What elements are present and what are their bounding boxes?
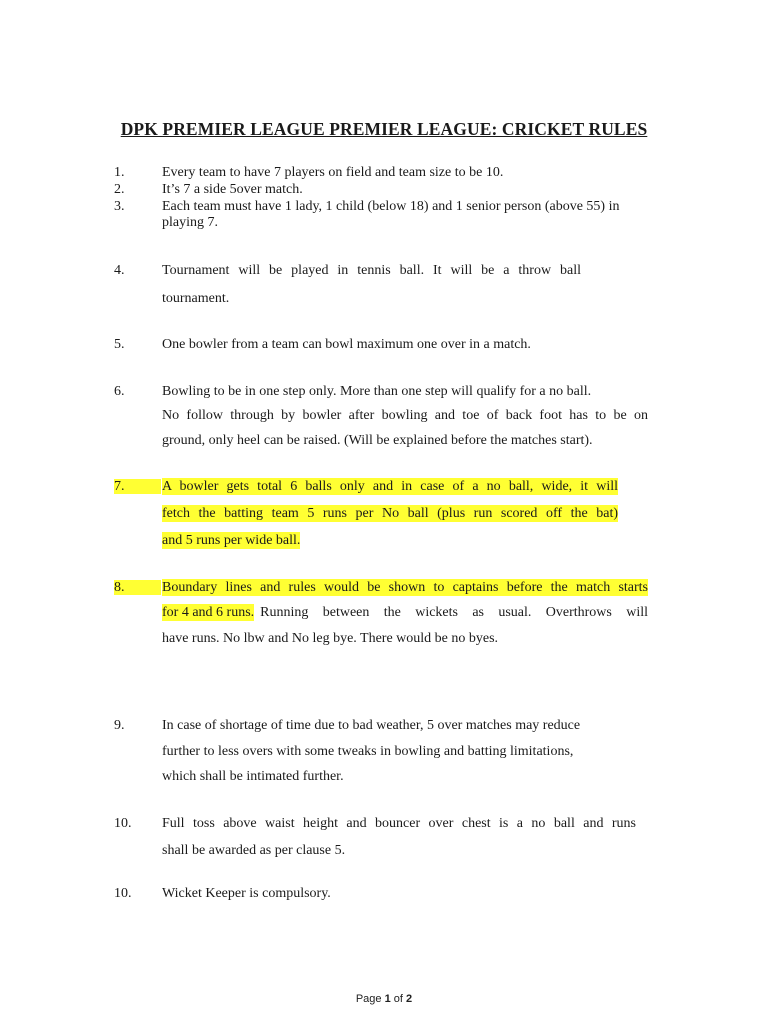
current-page-number: 1: [384, 993, 391, 1005]
rule-4-number: 4.: [114, 263, 125, 278]
page-label: Page: [355, 993, 382, 1005]
rule-1-number: 1.: [114, 165, 125, 180]
document-title: DPK PREMIER LEAGUE PREMIER LEAGUE: CRICKET RULES: [120, 119, 648, 139]
rule-9-text-line-1: In case of shortage of time due to bad weather, 5 over matches may reduce: [162, 718, 581, 733]
rule-11-number: 10.: [114, 886, 132, 901]
rule-3-text-line-2: playing 7.: [162, 215, 218, 230]
rule-3-number: 3.: [114, 199, 125, 214]
rule-8-text-line-1: Boundary lines and rules would be shown to captains before the match starts: [162, 580, 648, 595]
rule-7-number-highlight: 7.: [114, 479, 161, 494]
rule-10-number: 10.: [114, 816, 132, 831]
rule-5-number: 5.: [114, 337, 125, 352]
rule-7-number: [114, 478, 161, 495]
rule-8-number: [114, 579, 161, 596]
rule-10-text-line-1: Full toss above waist height and bouncer over chest is a no ball and runs: [162, 816, 636, 831]
rule-8-text-line-3: have runs. No lbw and No leg bye. There would be no byes.: [162, 631, 499, 646]
rule-9-number: 9.: [114, 718, 125, 733]
total-pages-number: 2: [406, 993, 413, 1005]
rule-10-text-line-2: shall be awarded as per clause 5.: [162, 843, 346, 858]
rule-7-text-line-3: and 5 runs per wide ball.: [162, 533, 301, 548]
rule-7-text-line-1: A bowler gets total 6 balls only and in case of a no ball, wide, it will: [162, 479, 618, 494]
rule-8-number-highlight: 8.: [114, 580, 161, 595]
rule-1-text: Every team to have 7 players on field and team size to be 10.: [162, 165, 504, 180]
rule-11-text: Wicket Keeper is compulsory.: [162, 886, 331, 901]
rule-3-text-line-1: Each team must have 1 lady, 1 child (below 18) and 1 senior person (above 55) in: [162, 199, 620, 214]
page-footer: [0, 993, 768, 1005]
rule-8-highlighted-phrase: for 4 and 6 runs.: [162, 605, 255, 620]
of-label: of: [393, 993, 403, 1005]
rule-8-text-line-2: [162, 604, 648, 621]
rule-8-text-line-2-rest: Running between the wickets as usual. Overthrows will: [260, 605, 648, 620]
rule-6-number: 6.: [114, 384, 125, 399]
rule-6-text-line-3: ground, only heel can be raised. (Will be explained before the matches start).: [162, 433, 593, 448]
rule-7-text-line-2: fetch the batting team 5 runs per No ball (plus run scored off the bat): [162, 506, 618, 521]
rule-4-text-line-1: Tournament will be played in tennis ball. It will be a throw ball: [162, 263, 581, 278]
rule-9-text-line-3: which shall be intimated further.: [162, 769, 344, 784]
rule-2-text: It’s 7 a side 5over match.: [162, 182, 303, 197]
rule-6-text-line-1: Bowling to be in one step only. More than one step will qualify for a no ball.: [162, 384, 592, 399]
rule-2-number: 2.: [114, 182, 125, 197]
rule-4-text-line-2: tournament.: [162, 291, 230, 306]
rule-9-text-line-2: further to less overs with some tweaks in bowling and batting limitations,: [162, 744, 574, 759]
rule-6-text-line-2: No follow through by bowler after bowling and toe of back foot has to be on: [162, 408, 648, 423]
rule-5-text: One bowler from a team can bowl maximum one over in a match.: [162, 337, 531, 352]
